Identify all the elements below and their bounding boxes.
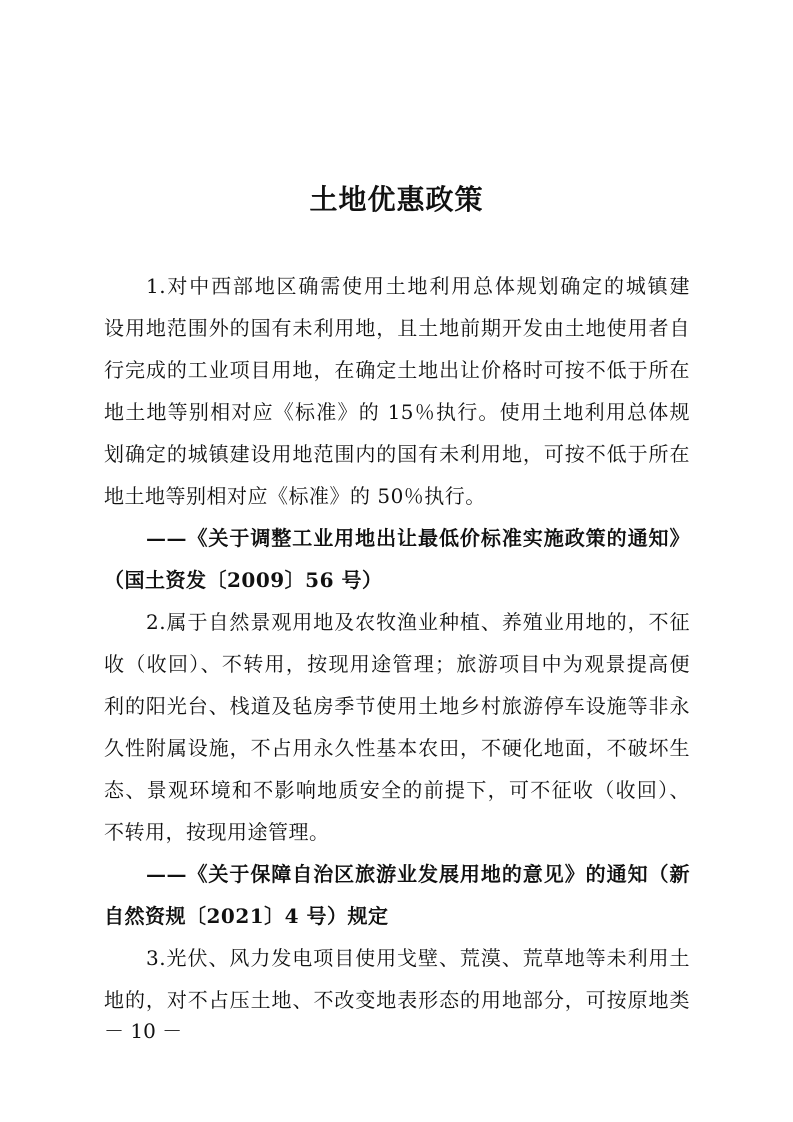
page-number: － 10 － [104, 1019, 183, 1043]
paragraph-line: 收（收回）、不转用，按现用途管理；旅游项目中为观景提高便 [104, 652, 690, 676]
citation-line: 自然资规〔2021〕4 号）规定 [104, 904, 389, 928]
paragraph-line: 态、景观环境和不影响地质安全的前提下，可不征收（收回）、 [104, 778, 690, 802]
paragraph-line: 行完成的工业项目用地，在确定土地出让价格时可按不低于所在 [104, 358, 690, 382]
paragraph-line: 利的阳光台、栈道及毡房季节使用土地乡村旅游停车设施等非永 [104, 694, 690, 718]
paragraph-line: 设用地范围外的国有未利用地，且土地前期开发由土地使用者自 [104, 316, 690, 340]
paragraph-line: 地土地等别相对应《标准》的 15％执行。使用土地利用总体规 [104, 400, 690, 424]
citation-line: ——《关于保障自治区旅游业发展用地的意见》的通知（新 [146, 862, 690, 886]
paragraph-line: 1.对中西部地区确需使用土地利用总体规划确定的城镇建 [146, 274, 690, 298]
citation-line: （国土资发〔2009〕56 号） [104, 568, 383, 592]
paragraph-line: 3.光伏、风力发电项目使用戈壁、荒漠、荒草地等未利用土 [146, 946, 690, 970]
page-title: 土地优惠政策 [309, 183, 484, 216]
paragraph-line: 2.属于自然景观用地及农牧渔业种植、养殖业用地的，不征 [146, 610, 690, 634]
paragraph-line: 不转用，按现用途管理。 [104, 820, 330, 844]
paragraph-line: 划确定的城镇建设用地范围内的国有未利用地，可按不低于所在 [104, 442, 690, 466]
paragraph-line: 地土地等别相对应《标准》的 50％执行。 [104, 484, 486, 508]
paragraph-line: 久性附属设施，不占用永久性基本农田，不硬化地面，不破坏生 [104, 736, 690, 760]
citation-line: ——《关于调整工业用地出让最低价标准实施政策的通知》 [146, 526, 690, 550]
paragraph-line: 地的，对不占压土地、不改变地表形态的用地部分，可按原地类 [104, 988, 690, 1012]
